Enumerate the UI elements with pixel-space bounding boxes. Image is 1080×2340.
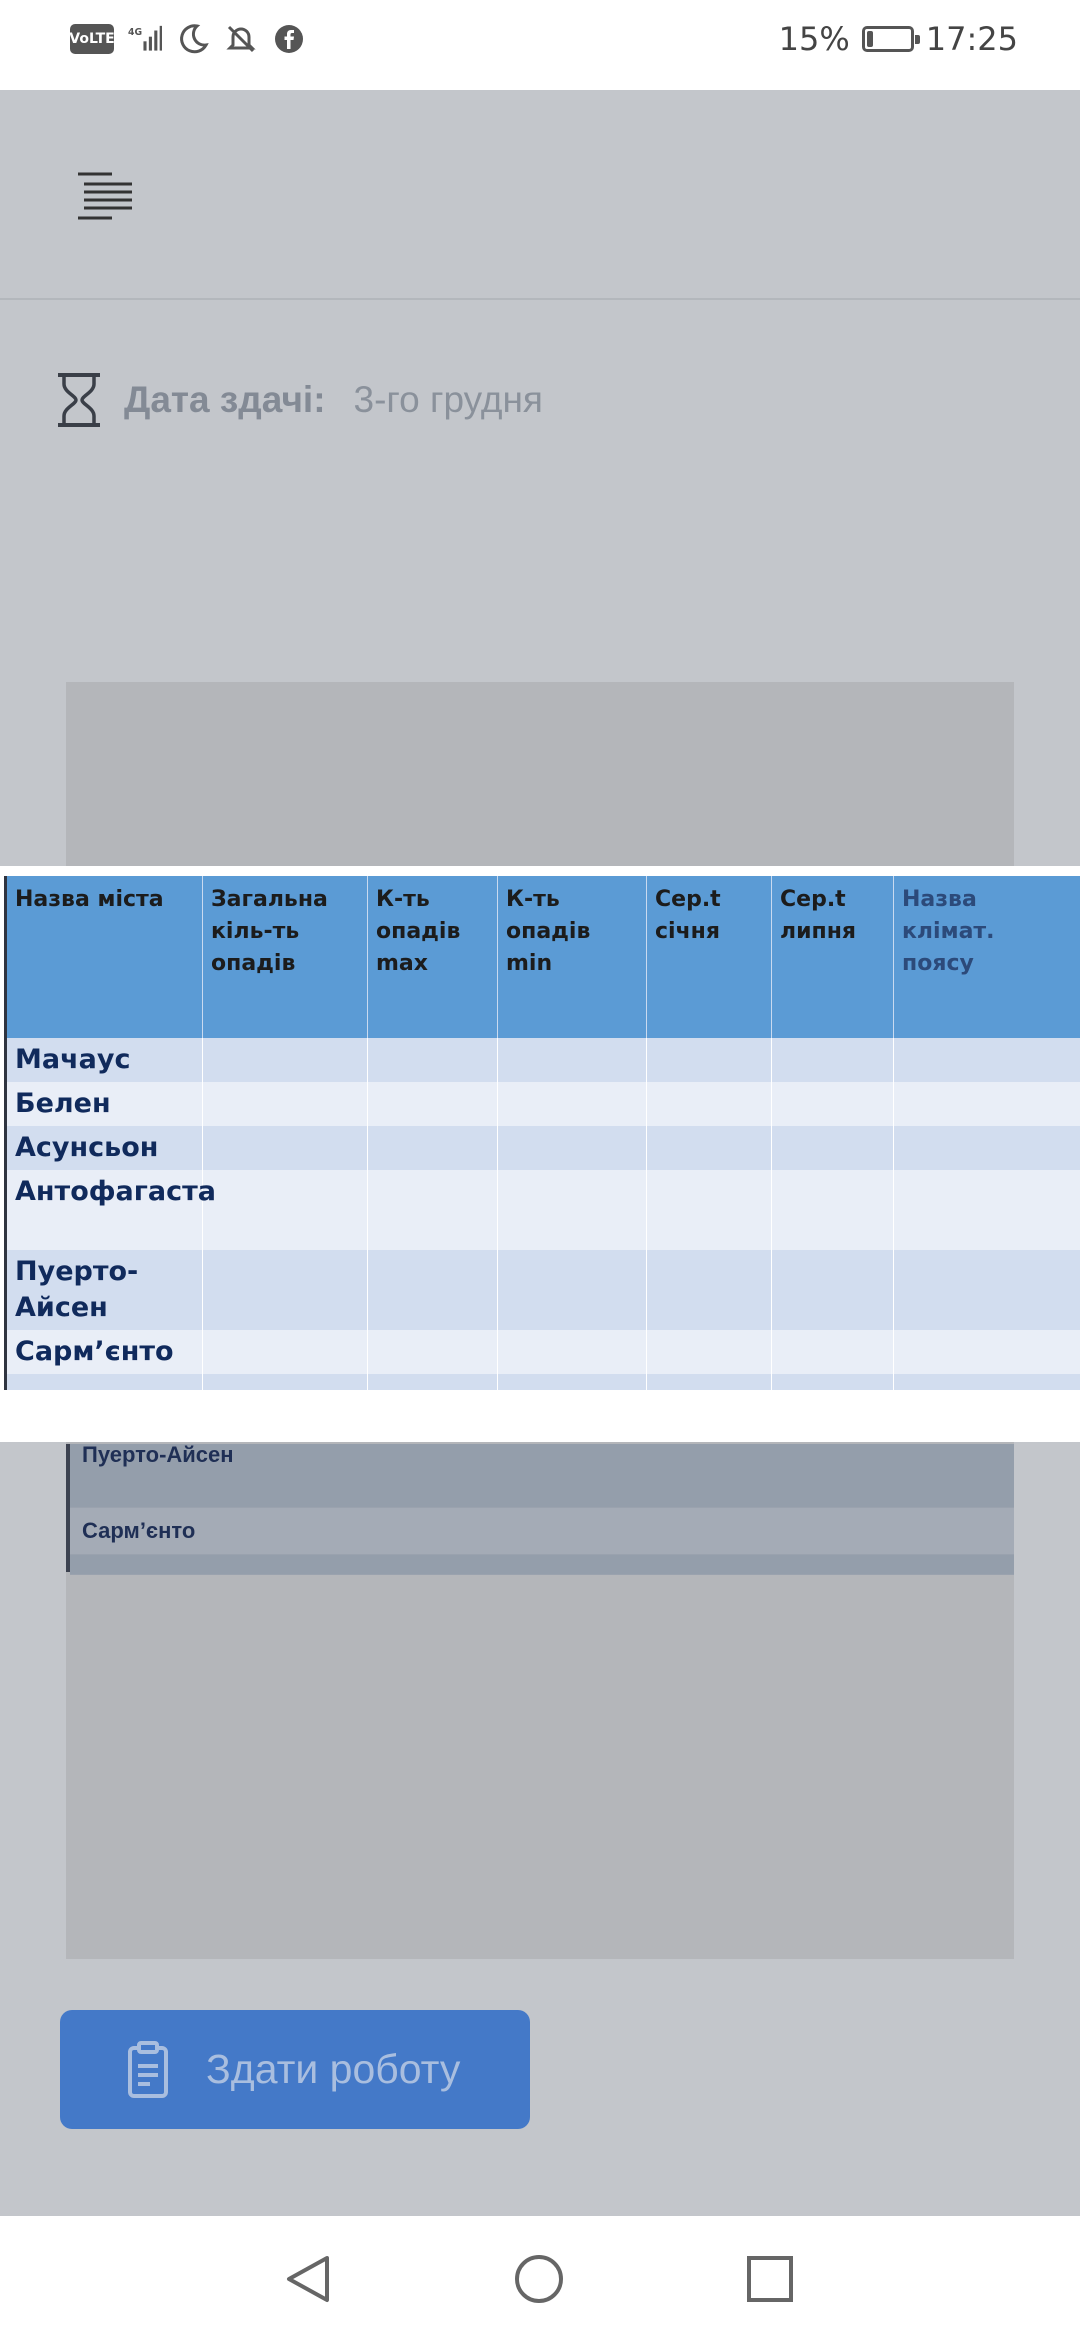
battery-icon bbox=[862, 26, 914, 52]
city-name-cell: Антофагаста bbox=[6, 1170, 203, 1250]
column-header: К-ть опадів min bbox=[498, 876, 647, 1038]
ghost-row-label: Сарм’єнто bbox=[82, 1518, 196, 1543]
column-header: Загальна кіль-ть опадів bbox=[203, 876, 368, 1038]
table-row bbox=[6, 1170, 1080, 1250]
back-triangle-icon[interactable] bbox=[283, 2254, 333, 2304]
network-type-label: 4G bbox=[128, 27, 143, 39]
column-header: Назва міста bbox=[6, 876, 203, 1038]
table-row bbox=[6, 1374, 1080, 1390]
table-row bbox=[6, 1250, 1080, 1330]
table-row bbox=[6, 1330, 1080, 1374]
menu-lines-icon[interactable] bbox=[76, 170, 134, 220]
column-header: Сер.t липня bbox=[772, 876, 894, 1038]
ghost-row-label: Пуерто-Айсен bbox=[82, 1442, 234, 1467]
battery-percentage: 15% bbox=[778, 20, 850, 58]
table-row bbox=[6, 1126, 1080, 1170]
climate-data-table bbox=[4, 876, 1080, 1390]
clock-time: 17:25 bbox=[925, 20, 1018, 58]
hourglass-icon bbox=[56, 372, 102, 428]
table-row bbox=[6, 1038, 1080, 1082]
city-name-cell: Пуерто-Айсен bbox=[6, 1250, 203, 1330]
home-circle-icon[interactable] bbox=[514, 2254, 564, 2304]
facebook-icon bbox=[272, 22, 306, 56]
system-navigation-bar bbox=[0, 2216, 1080, 2340]
deadline-label: Дата здачі: bbox=[124, 379, 326, 420]
column-header: Назва клімат. поясу bbox=[894, 876, 1080, 1038]
city-name-cell: Асунсьон bbox=[6, 1126, 203, 1170]
column-header: Сер.t січня bbox=[647, 876, 772, 1038]
clipboard-icon bbox=[120, 2040, 176, 2100]
submit-work-button[interactable] bbox=[60, 2010, 530, 2129]
submit-work-label: Здати роботу bbox=[206, 2046, 461, 2092]
deadline-row bbox=[56, 370, 543, 430]
column-header: К-ть опадів max bbox=[368, 876, 498, 1038]
city-name-cell: Белен bbox=[6, 1082, 203, 1126]
city-name-cell: Мачаус bbox=[6, 1038, 203, 1082]
recents-square-icon[interactable] bbox=[745, 2254, 795, 2304]
city-name-cell: Сарм’єнто bbox=[6, 1330, 203, 1374]
signal-icon bbox=[128, 22, 162, 56]
table-row bbox=[6, 1082, 1080, 1126]
moon-icon bbox=[176, 22, 210, 56]
deadline-value: 3-го грудня bbox=[353, 379, 543, 420]
table-header-row bbox=[6, 876, 1080, 1038]
app-header bbox=[0, 90, 1080, 300]
volte-icon: VoLTE bbox=[70, 24, 114, 54]
status-bar bbox=[0, 0, 1080, 90]
bell-off-icon bbox=[224, 22, 258, 56]
climate-data-table-image bbox=[0, 866, 1080, 1442]
attachment-table-preview bbox=[66, 1444, 1014, 1572]
